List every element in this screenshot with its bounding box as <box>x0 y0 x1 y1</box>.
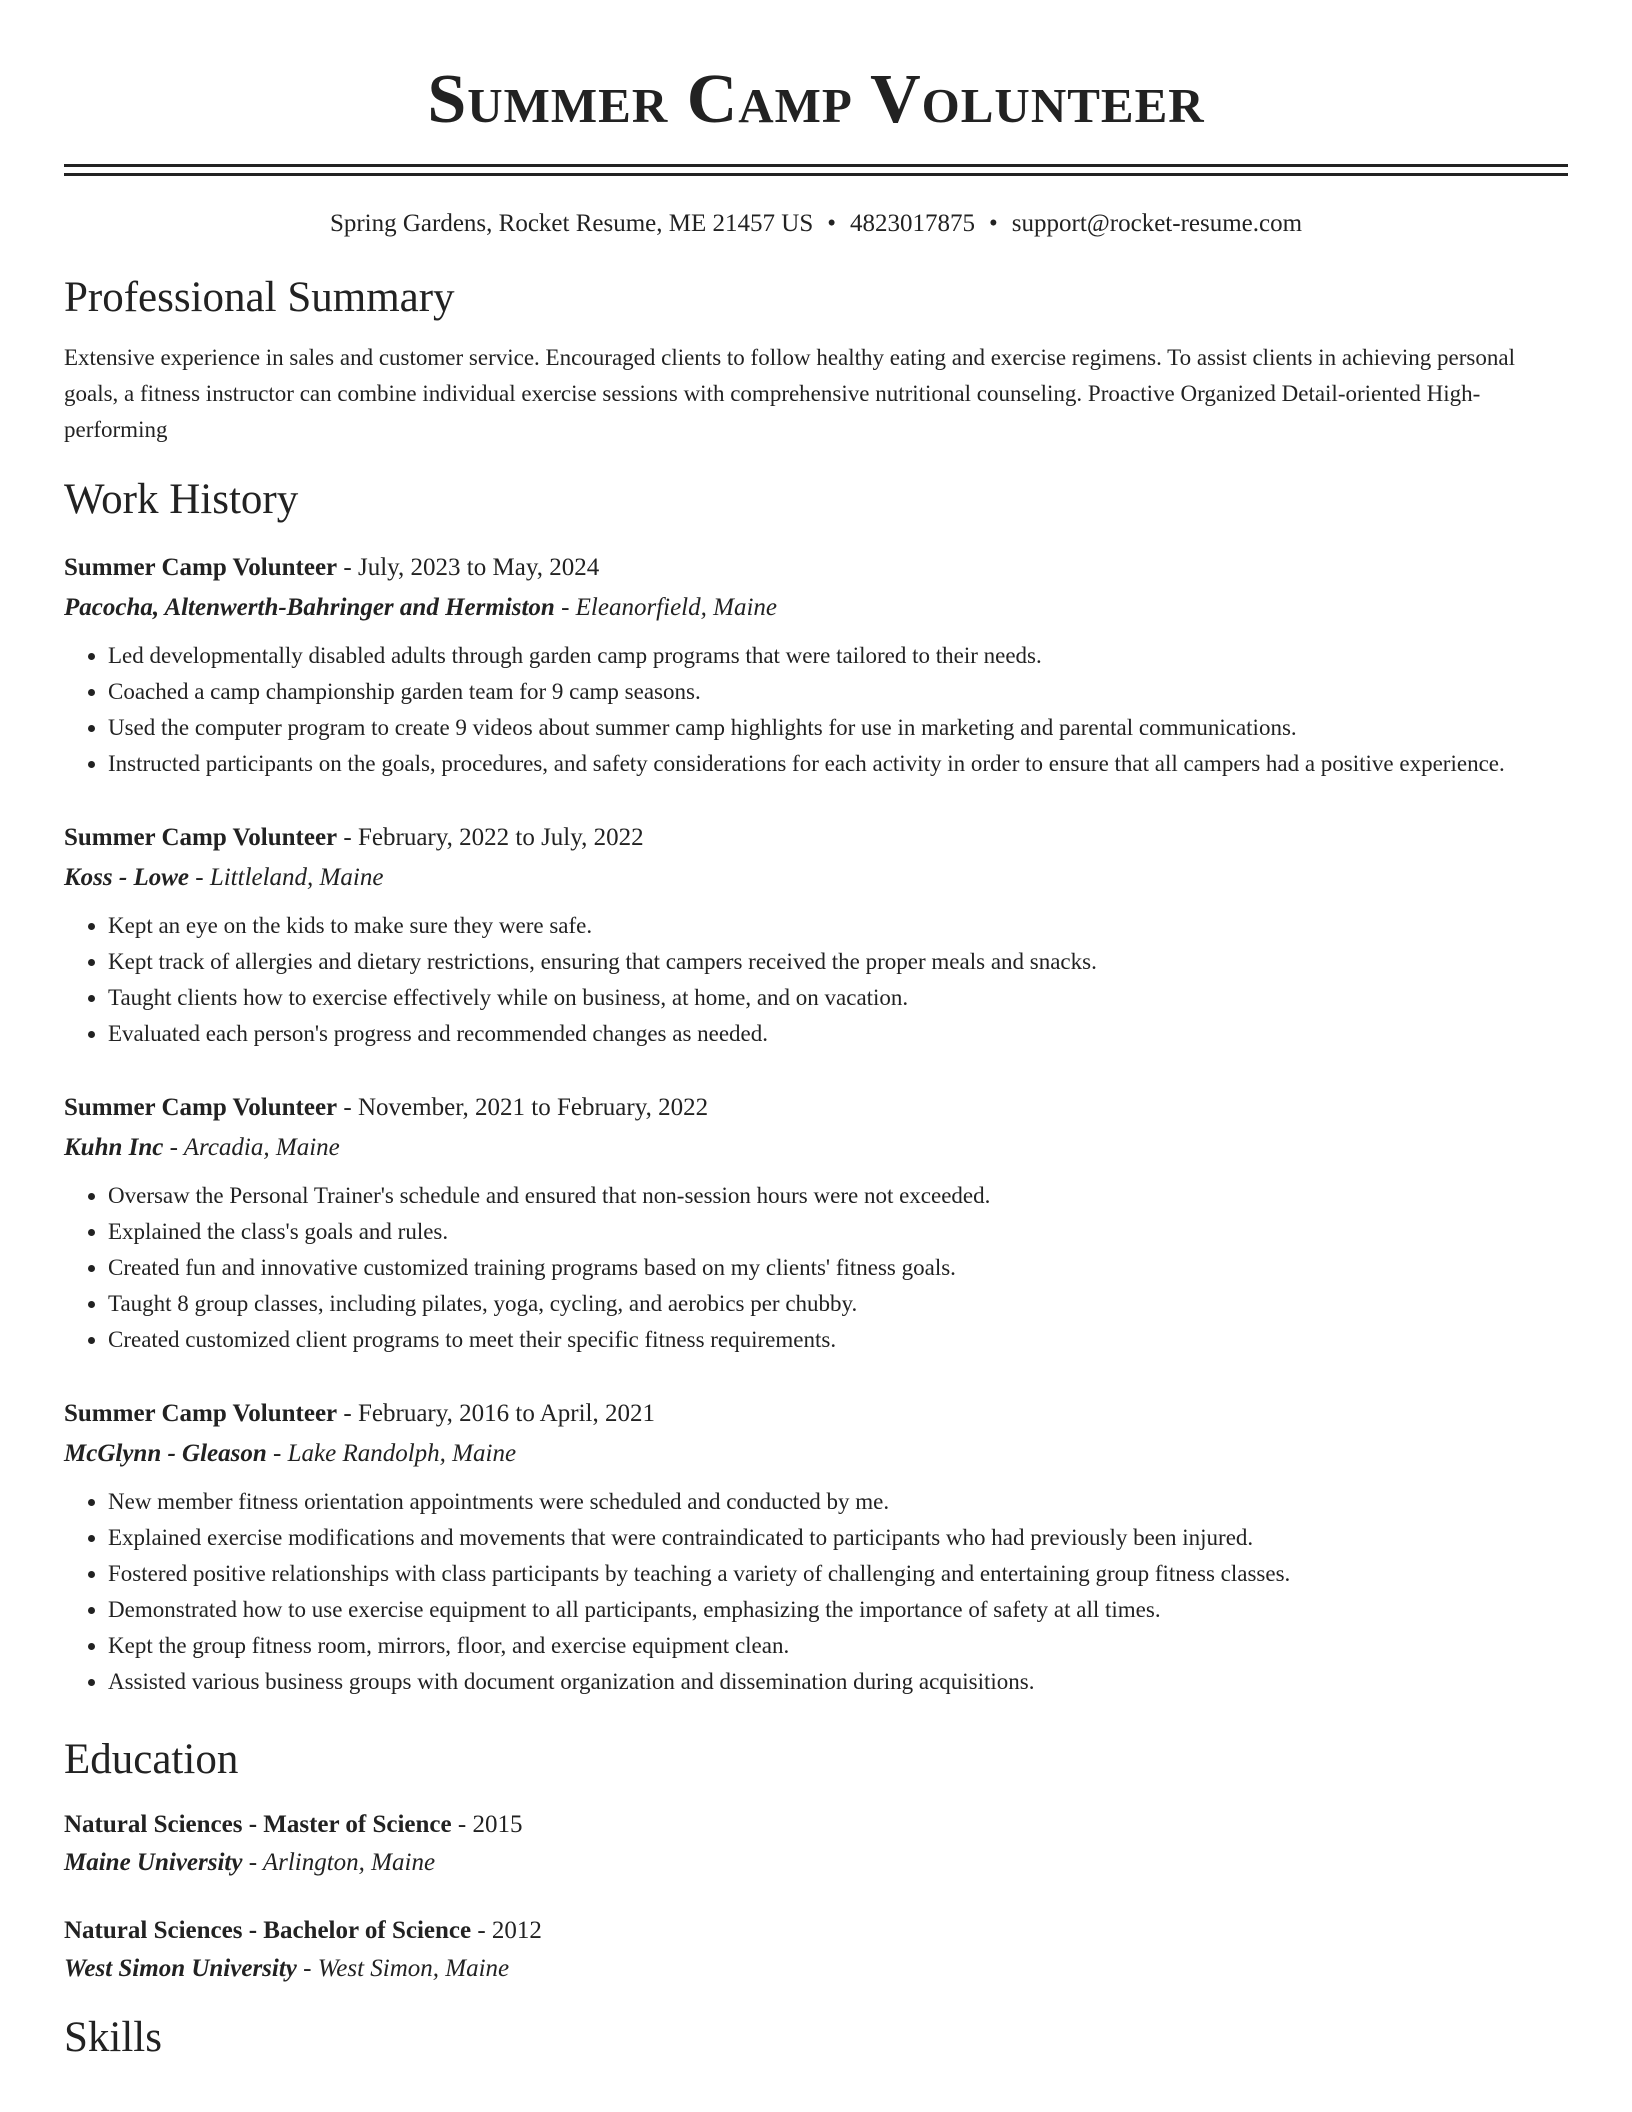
education-degree: Natural Sciences - Master of Science <box>64 1811 452 1838</box>
job-company-line <box>64 1434 1568 1474</box>
job-company: Koss - Lowe <box>64 864 189 891</box>
job-bullet: • Kept an eye on the kids to make sure they were safe. <box>108 908 1568 944</box>
job-entry <box>64 1394 1568 1700</box>
education-school-line <box>64 1844 1568 1882</box>
job-bullet: • Led developmentally disabled adults through garden camp programs that were tailored to their needs. <box>108 638 1568 674</box>
job-location: - Eleanorfield, Maine <box>554 594 777 621</box>
job-bullet: • Evaluated each person's progress and recommended changes as needed. <box>108 1016 1568 1052</box>
summary-section-title: Professional Summary <box>64 274 455 321</box>
job-bullet: • Fostered positive relationships with class participants by teaching a variety of challenging and entertaining group fitness classes. <box>108 1556 1568 1592</box>
job-bullet: • Coached a camp championship garden team for 9 camp seasons. <box>108 674 1568 710</box>
job-role: Summer Camp Volunteer <box>64 554 338 581</box>
job-title-line <box>64 818 1568 858</box>
job-bullet: • Created fun and innovative customized training programs based on my clients' fitness goals. <box>108 1250 1568 1286</box>
job-bullet: • Taught clients how to exercise effectively while on business, at home, and on vacation. <box>108 980 1568 1016</box>
job-role: Summer Camp Volunteer <box>64 1400 338 1427</box>
job-bullet-list <box>64 638 1568 782</box>
job-bullet: • Explained the class's goals and rules. <box>108 1214 1568 1250</box>
contact-address: Spring Gardens, Rocket Resume, ME 21457 US <box>329 210 814 237</box>
job-bullet: • Kept track of allergies and dietary restrictions, ensuring that campers received the proper meals and snacks. <box>108 944 1568 980</box>
header-double-rule <box>64 164 1568 176</box>
job-dates: - July, 2023 to May, 2024 <box>337 554 600 581</box>
header-rule-bottom <box>64 173 1568 176</box>
job-company-line <box>64 1128 1568 1168</box>
contact-separator: • <box>989 210 998 237</box>
education-degree: Natural Sciences - Bachelor of Science <box>64 1917 472 1944</box>
job-entry <box>64 818 1568 1052</box>
job-dates: - November, 2021 to February, 2022 <box>337 1094 709 1121</box>
job-entry <box>64 548 1568 782</box>
education-degree-line <box>64 1912 1568 1950</box>
education-location: - Arlington, Maine <box>242 1849 436 1876</box>
job-company: McGlynn - Gleason <box>64 1440 267 1467</box>
job-bullet-list <box>64 908 1568 1052</box>
education-section-title: Education <box>64 1736 239 1783</box>
job-dates: - February, 2016 to April, 2021 <box>337 1400 655 1427</box>
job-title-line <box>64 548 1568 588</box>
education-school-line <box>64 1950 1568 1988</box>
work-history-section-title: Work History <box>64 476 299 523</box>
job-company: Pacocha, Altenwerth-Bahringer and Hermiston <box>64 594 555 621</box>
contact-phone: 4823017875 <box>850 210 975 237</box>
education-school: Maine University <box>64 1849 243 1876</box>
contact-email: support@rocket-resume.com <box>1011 210 1303 237</box>
job-bullet: • Kept the group fitness room, mirrors, floor, and exercise equipment clean. <box>108 1628 1568 1664</box>
job-location: - Arcadia, Maine <box>163 1134 340 1161</box>
education-year: - 2012 <box>471 1917 542 1944</box>
summary-text: Extensive experience in sales and customer service. Encouraged clients to follow healthy eating and exercise regimens. To assist clients in achieving personal goals, a fitness instructor can combine individual exercise sessions with comprehensive nutritional counseling. Proactive Organized Detail-oriented High-performing <box>64 345 1515 442</box>
education-degree-line <box>64 1806 1568 1844</box>
education-entry <box>64 1806 1568 1882</box>
job-company-line <box>64 588 1568 628</box>
job-bullet: • Demonstrated how to use exercise equipment to all participants, emphasizing the importance of safety at all times. <box>108 1592 1568 1628</box>
skills-section-title: Skills <box>64 2014 162 2061</box>
contact-separator: • <box>827 210 836 237</box>
education-location: - West Simon, Maine <box>296 1955 510 1982</box>
job-company: Kuhn Inc <box>64 1134 164 1161</box>
job-title-line <box>64 1088 1568 1128</box>
job-title-line <box>64 1394 1568 1434</box>
job-bullet: • Used the computer program to create 9 videos about summer camp highlights for use in marketing and parental communications. <box>108 710 1568 746</box>
job-bullet: • Oversaw the Personal Trainer's schedule and ensured that non-session hours were not exceeded. <box>108 1178 1568 1214</box>
job-bullet: • New member fitness orientation appointments were scheduled and conducted by me. <box>108 1484 1568 1520</box>
contact-line <box>64 208 1568 240</box>
job-bullet: • Explained exercise modifications and movements that were contraindicated to participants who had previously been injured. <box>108 1520 1568 1556</box>
job-bullet: • Taught 8 group classes, including pilates, yoga, cycling, and aerobics per chubby. <box>108 1286 1568 1322</box>
education-year: - 2015 <box>451 1811 523 1838</box>
job-bullet-list <box>64 1484 1568 1700</box>
education-entry <box>64 1912 1568 1988</box>
resume-name-heading: Summer Camp Volunteer <box>427 61 1205 138</box>
job-bullet: • Instructed participants on the goals, procedures, and safety considerations for each activity in order to ensure that all campers had a positive experience. <box>108 746 1568 782</box>
education-school: West Simon University <box>64 1955 297 1982</box>
job-role: Summer Camp Volunteer <box>64 824 338 851</box>
header-rule-top <box>64 164 1568 167</box>
job-dates: - February, 2022 to July, 2022 <box>337 824 644 851</box>
job-bullet: • Assisted various business groups with document organization and dissemination during acquisitions. <box>108 1664 1568 1700</box>
job-role: Summer Camp Volunteer <box>64 1094 338 1121</box>
job-bullet: • Created customized client programs to meet their specific fitness requirements. <box>108 1322 1568 1358</box>
job-location: - Littleland, Maine <box>189 864 384 891</box>
job-entry <box>64 1088 1568 1358</box>
job-company-line <box>64 858 1568 898</box>
job-bullet-list <box>64 1178 1568 1358</box>
job-location: - Lake Randolph, Maine <box>266 1440 517 1467</box>
